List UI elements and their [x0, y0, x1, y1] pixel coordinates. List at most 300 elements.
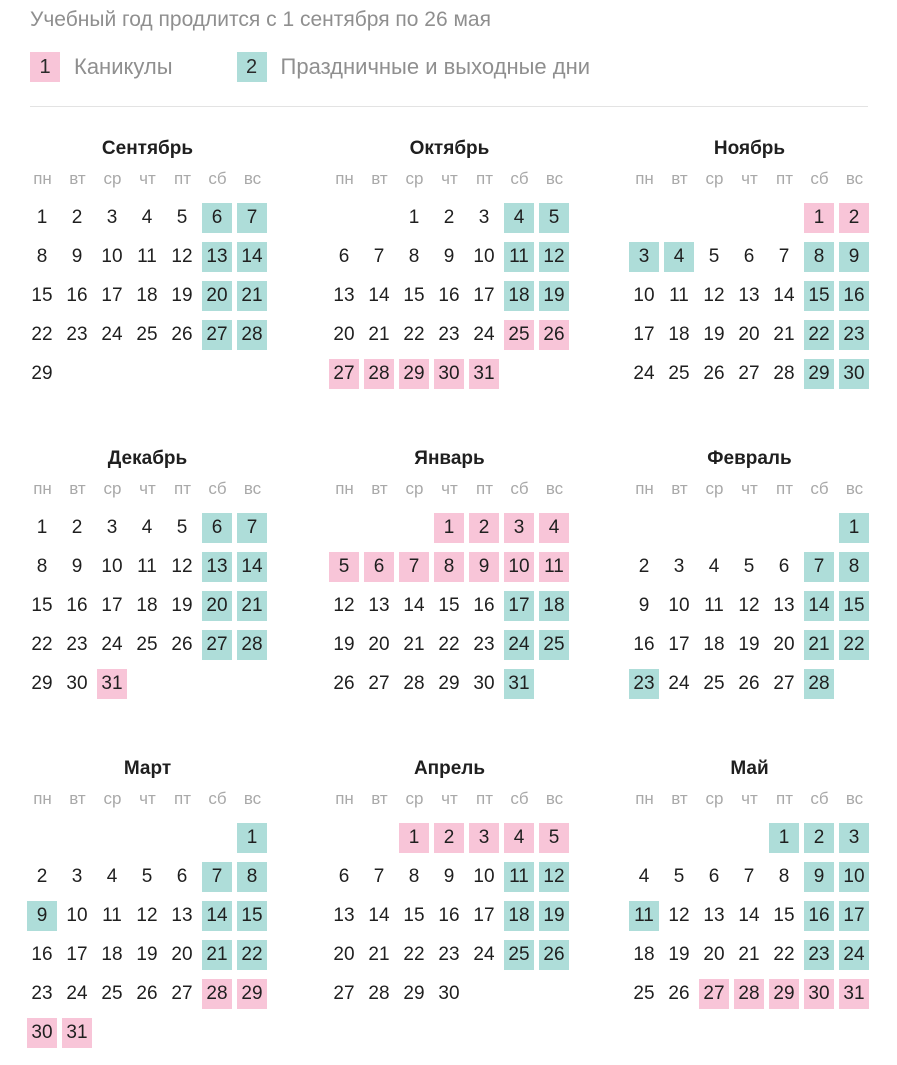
holiday-day: 22 [804, 320, 834, 350]
day-cell: 24 [633, 363, 655, 384]
day-cell: 19 [668, 944, 690, 965]
day-cell: 21 [773, 324, 795, 345]
day-cell: 6 [743, 246, 755, 267]
weekday-label: ср [103, 479, 122, 498]
day-cell: 15 [31, 285, 53, 306]
day-cell: 12 [668, 905, 690, 926]
month-name: Январь [414, 448, 485, 469]
page-title: Учебный год продлится с 1 сентября по 26 мая [30, 8, 491, 31]
holiday-day: 28 [237, 320, 267, 350]
day-cell: 11 [102, 905, 122, 926]
day-cell: 18 [101, 944, 123, 965]
day-cell: 24 [101, 634, 123, 655]
vacation-day: 4 [504, 823, 534, 853]
vacation-day: 7 [399, 552, 429, 582]
day-cell: 24 [668, 673, 690, 694]
holiday-day: 16 [804, 901, 834, 931]
day-cell: 7 [373, 246, 385, 267]
day-cell: 17 [668, 634, 690, 655]
holiday-day: 11 [504, 862, 534, 892]
weekday-label: чт [139, 169, 156, 188]
month-name: Апрель [413, 758, 486, 779]
day-cell: 23 [473, 634, 495, 655]
holiday-day: 8 [237, 862, 267, 892]
vacation-day: 28 [202, 979, 232, 1009]
day-cell: 12 [136, 905, 158, 926]
day-cell: 22 [773, 944, 795, 965]
day-cell: 2 [443, 207, 455, 228]
holiday-day: 25 [539, 630, 569, 660]
weekday-label: ср [705, 789, 724, 808]
day-cell: 18 [136, 595, 158, 616]
holiday-day: 14 [237, 242, 267, 272]
holiday-day: 9 [804, 862, 834, 892]
weekday-label: пн [335, 479, 354, 498]
vacation-day: 8 [434, 552, 464, 582]
day-cell: 11 [137, 556, 157, 577]
holiday-day: 10 [839, 862, 869, 892]
day-cell: 4 [141, 517, 153, 538]
day-cell: 17 [473, 905, 495, 926]
vacation-day: 4 [539, 513, 569, 543]
day-cell: 8 [408, 866, 420, 887]
day-cell: 25 [101, 983, 123, 1004]
vacation-day: 11 [539, 552, 569, 582]
day-cell: 10 [633, 285, 655, 306]
holiday-day: 21 [804, 630, 834, 660]
holiday-day: 20 [202, 591, 232, 621]
day-cell: 10 [101, 556, 123, 577]
holiday-day: 1 [769, 823, 799, 853]
holiday-day: 21 [237, 591, 267, 621]
weekday-label: вт [69, 479, 86, 498]
weekday-label: пт [174, 789, 191, 808]
day-cell: 29 [31, 363, 53, 384]
day-cell: 20 [738, 324, 760, 345]
day-cell: 5 [743, 556, 755, 577]
vacation-day: 1 [804, 203, 834, 233]
day-cell: 24 [66, 983, 88, 1004]
weekday-label: пт [476, 169, 493, 188]
holiday-day: 15 [804, 281, 834, 311]
day-cell: 18 [668, 324, 690, 345]
holiday-day: 17 [839, 901, 869, 931]
holiday-day: 31 [504, 669, 534, 699]
month-name: Март [123, 758, 172, 779]
day-cell: 18 [136, 285, 158, 306]
holiday-day: 14 [804, 591, 834, 621]
days-grid [627, 203, 872, 403]
day-cell: 1 [36, 207, 48, 228]
holiday-day: 13 [202, 242, 232, 272]
vacation-day: 2 [434, 823, 464, 853]
day-cell: 30 [66, 673, 88, 694]
day-cell: 24 [101, 324, 123, 345]
weekday-label: пн [335, 169, 354, 188]
vacation-day: 26 [539, 320, 569, 350]
holiday-day: 24 [504, 630, 534, 660]
month-name: Декабрь [107, 448, 188, 469]
day-cell: 6 [338, 246, 350, 267]
day-cell: 25 [633, 983, 655, 1004]
weekday-label: вс [545, 789, 564, 808]
day-cell: 22 [403, 944, 425, 965]
day-cell: 21 [738, 944, 760, 965]
holiday-day: 18 [504, 901, 534, 931]
day-cell: 18 [633, 944, 655, 965]
holiday-day: 28 [804, 669, 834, 699]
day-cell: 29 [31, 673, 53, 694]
days-grid [25, 513, 270, 713]
vacation-day: 2 [469, 513, 499, 543]
weekday-label: чт [741, 479, 758, 498]
day-cell: 9 [71, 556, 83, 577]
weekday-label: пт [776, 169, 793, 188]
day-cell: 7 [373, 866, 385, 887]
weekday-label: вт [69, 169, 86, 188]
vacation-day: 5 [539, 823, 569, 853]
holiday-day: 27 [202, 320, 232, 350]
holiday-day: 3 [629, 242, 659, 272]
day-cell: 25 [136, 634, 158, 655]
day-cell: 16 [473, 595, 495, 616]
day-cell: 25 [703, 673, 725, 694]
day-cell: 16 [31, 944, 53, 965]
weekday-label: ср [103, 169, 122, 188]
days-grid [25, 203, 270, 403]
day-cell: 1 [408, 207, 420, 228]
day-cell: 11 [704, 595, 724, 616]
holiday-day: 18 [539, 591, 569, 621]
vacation-day: 31 [62, 1018, 92, 1048]
day-cell: 9 [71, 246, 83, 267]
weekday-label: пн [33, 789, 52, 808]
day-cell: 19 [171, 595, 193, 616]
day-cell: 27 [368, 673, 390, 694]
vacation-day: 30 [27, 1018, 57, 1048]
day-cell: 26 [136, 983, 158, 1004]
day-cell: 26 [738, 673, 760, 694]
holiday-day: 14 [237, 552, 267, 582]
holiday-day: 23 [839, 320, 869, 350]
day-cell: 4 [141, 207, 153, 228]
day-cell: 10 [473, 866, 495, 887]
day-cell: 3 [71, 866, 83, 887]
day-cell: 13 [738, 285, 760, 306]
day-cell: 13 [703, 905, 725, 926]
holiday-day: 15 [237, 901, 267, 931]
day-cell: 7 [778, 246, 790, 267]
day-cell: 22 [403, 324, 425, 345]
day-cell: 19 [333, 634, 355, 655]
vacation-day: 27 [329, 359, 359, 389]
weekday-label: чт [741, 169, 758, 188]
day-cell: 30 [438, 983, 460, 1004]
holiday-day: 6 [202, 513, 232, 543]
day-cell: 16 [66, 595, 88, 616]
day-cell: 17 [633, 324, 655, 345]
holiday-day: 15 [839, 591, 869, 621]
day-cell: 26 [171, 324, 193, 345]
holiday-day: 7 [237, 203, 267, 233]
vacation-day: 28 [364, 359, 394, 389]
holiday-day: 1 [237, 823, 267, 853]
day-cell: 23 [66, 634, 88, 655]
day-cell: 15 [773, 905, 795, 926]
legend-swatch-vacation: 1 [30, 52, 60, 82]
day-cell: 20 [368, 634, 390, 655]
vacation-day: 9 [469, 552, 499, 582]
day-cell: 17 [66, 944, 88, 965]
holiday-day: 14 [202, 901, 232, 931]
vacation-day: 1 [399, 823, 429, 853]
day-cell: 26 [171, 634, 193, 655]
vacation-day: 2 [839, 203, 869, 233]
day-cell: 5 [673, 866, 685, 887]
weekday-label: вс [545, 169, 564, 188]
day-cell: 25 [136, 324, 158, 345]
day-cell: 3 [106, 207, 118, 228]
day-cell: 12 [333, 595, 355, 616]
day-cell: 2 [36, 866, 48, 887]
month-name: Сентябрь [101, 138, 194, 159]
weekday-label: вс [243, 169, 262, 188]
holiday-day: 24 [839, 940, 869, 970]
weekday-label: ср [103, 789, 122, 808]
day-cell: 25 [668, 363, 690, 384]
weekday-label: вт [69, 789, 86, 808]
weekday-label: ср [405, 169, 424, 188]
holiday-day: 19 [539, 281, 569, 311]
legend-label-holiday: Праздничные и выходные дни [280, 54, 591, 79]
weekday-label: пн [33, 169, 52, 188]
day-cell: 9 [443, 866, 455, 887]
day-cell: 13 [368, 595, 390, 616]
day-cell: 13 [171, 905, 193, 926]
holiday-day: 27 [202, 630, 232, 660]
vacation-day: 29 [237, 979, 267, 1009]
day-cell: 3 [478, 207, 490, 228]
weekday-label: пт [476, 479, 493, 498]
holiday-day: 26 [539, 940, 569, 970]
weekday-label: сб [810, 479, 829, 498]
day-cell: 16 [633, 634, 655, 655]
legend [30, 52, 654, 82]
day-cell: 21 [368, 944, 390, 965]
day-cell: 10 [101, 246, 123, 267]
holiday-day: 23 [804, 940, 834, 970]
day-cell: 12 [738, 595, 760, 616]
legend-swatch-holiday: 2 [237, 52, 267, 82]
day-cell: 27 [171, 983, 193, 1004]
day-cell: 3 [673, 556, 685, 577]
weekday-label: пн [635, 789, 654, 808]
day-cell: 11 [669, 285, 689, 306]
day-cell: 8 [36, 556, 48, 577]
weekday-label: пн [335, 789, 354, 808]
day-cell: 13 [333, 285, 355, 306]
holiday-day: 8 [804, 242, 834, 272]
vacation-day: 3 [469, 823, 499, 853]
weekday-label: ср [405, 789, 424, 808]
day-cell: 10 [66, 905, 88, 926]
weekday-label: чт [441, 479, 458, 498]
weekday-label: вт [671, 789, 688, 808]
month-name: Октябрь [409, 138, 490, 159]
month-name: Май [730, 758, 769, 779]
holiday-day: 7 [202, 862, 232, 892]
day-cell: 18 [703, 634, 725, 655]
day-cell: 21 [403, 634, 425, 655]
holiday-day: 7 [237, 513, 267, 543]
day-cell: 23 [438, 324, 460, 345]
weekday-label: пт [174, 479, 191, 498]
vacation-day: 29 [769, 979, 799, 1009]
weekday-label: ср [705, 479, 724, 498]
weekday-label: пт [776, 479, 793, 498]
day-cell: 13 [333, 905, 355, 926]
holiday-day: 18 [504, 281, 534, 311]
holiday-day: 6 [202, 203, 232, 233]
day-cell: 4 [106, 866, 118, 887]
holiday-day: 12 [539, 242, 569, 272]
day-cell: 15 [403, 905, 425, 926]
weekday-label: сб [208, 789, 227, 808]
weekday-label: сб [208, 479, 227, 498]
holiday-day: 29 [804, 359, 834, 389]
day-cell: 26 [703, 363, 725, 384]
legend-item-holiday [237, 52, 591, 82]
day-cell: 13 [773, 595, 795, 616]
day-cell: 26 [668, 983, 690, 1004]
vacation-day: 30 [804, 979, 834, 1009]
day-cell: 5 [176, 207, 188, 228]
divider [30, 106, 868, 107]
vacation-day: 1 [434, 513, 464, 543]
day-cell: 14 [403, 595, 425, 616]
day-cell: 21 [368, 324, 390, 345]
day-cell: 27 [773, 673, 795, 694]
holiday-day: 3 [839, 823, 869, 853]
day-cell: 14 [368, 285, 390, 306]
day-cell: 6 [708, 866, 720, 887]
day-cell: 23 [31, 983, 53, 1004]
weekday-label: вт [671, 169, 688, 188]
weekday-label: чт [139, 789, 156, 808]
day-cell: 2 [638, 556, 650, 577]
day-cell: 15 [438, 595, 460, 616]
weekday-label: чт [139, 479, 156, 498]
weekday-label: ср [705, 169, 724, 188]
day-cell: 24 [473, 944, 495, 965]
day-cell: 9 [443, 246, 455, 267]
day-cell: 27 [333, 983, 355, 1004]
weekday-label: вс [845, 789, 864, 808]
day-cell: 8 [36, 246, 48, 267]
day-cell: 16 [438, 905, 460, 926]
vacation-day: 27 [699, 979, 729, 1009]
holiday-day: 23 [629, 669, 659, 699]
holiday-day: 12 [539, 862, 569, 892]
legend-item-vacation [30, 52, 173, 82]
day-cell: 12 [703, 285, 725, 306]
weekday-label: пн [635, 479, 654, 498]
weekday-label: сб [208, 169, 227, 188]
day-cell: 17 [101, 595, 123, 616]
holiday-day: 20 [202, 281, 232, 311]
holiday-day: 11 [504, 242, 534, 272]
weekday-label: чт [441, 789, 458, 808]
weekday-label: вс [243, 479, 262, 498]
day-cell: 12 [171, 556, 193, 577]
holiday-day: 22 [839, 630, 869, 660]
days-grid [327, 203, 572, 403]
holiday-day: 9 [839, 242, 869, 272]
vacation-day: 31 [839, 979, 869, 1009]
day-cell: 2 [71, 207, 83, 228]
day-cell: 22 [31, 634, 53, 655]
day-cell: 20 [333, 944, 355, 965]
day-cell: 27 [738, 363, 760, 384]
day-cell: 19 [136, 944, 158, 965]
day-cell: 29 [403, 983, 425, 1004]
day-cell: 11 [137, 246, 157, 267]
day-cell: 14 [368, 905, 390, 926]
weekday-label: сб [810, 169, 829, 188]
day-cell: 15 [403, 285, 425, 306]
day-cell: 30 [473, 673, 495, 694]
day-cell: 2 [71, 517, 83, 538]
holiday-day: 19 [539, 901, 569, 931]
holiday-day: 7 [804, 552, 834, 582]
days-grid [627, 823, 872, 1023]
weekday-label: вс [545, 479, 564, 498]
vacation-day: 31 [469, 359, 499, 389]
days-grid [25, 823, 270, 1043]
day-cell: 24 [473, 324, 495, 345]
days-grid [327, 513, 572, 713]
day-cell: 5 [708, 246, 720, 267]
day-cell: 9 [638, 595, 650, 616]
weekday-label: вс [845, 169, 864, 188]
day-cell: 12 [171, 246, 193, 267]
day-cell: 16 [438, 285, 460, 306]
days-grid [327, 823, 572, 1023]
holiday-day: 8 [839, 552, 869, 582]
holiday-day: 13 [202, 552, 232, 582]
day-cell: 29 [438, 673, 460, 694]
day-cell: 8 [408, 246, 420, 267]
holiday-day: 28 [237, 630, 267, 660]
day-cell: 19 [738, 634, 760, 655]
weekday-label: вс [845, 479, 864, 498]
day-cell: 5 [176, 517, 188, 538]
day-cell: 4 [638, 866, 650, 887]
day-cell: 22 [31, 324, 53, 345]
weekday-label: ср [405, 479, 424, 498]
day-cell: 14 [773, 285, 795, 306]
day-cell: 10 [668, 595, 690, 616]
holiday-day: 21 [237, 281, 267, 311]
holiday-day: 4 [664, 242, 694, 272]
holiday-day: 5 [539, 203, 569, 233]
day-cell: 23 [66, 324, 88, 345]
holiday-day: 17 [504, 591, 534, 621]
day-cell: 22 [438, 634, 460, 655]
day-cell: 6 [778, 556, 790, 577]
vacation-day: 25 [504, 320, 534, 350]
day-cell: 20 [703, 944, 725, 965]
